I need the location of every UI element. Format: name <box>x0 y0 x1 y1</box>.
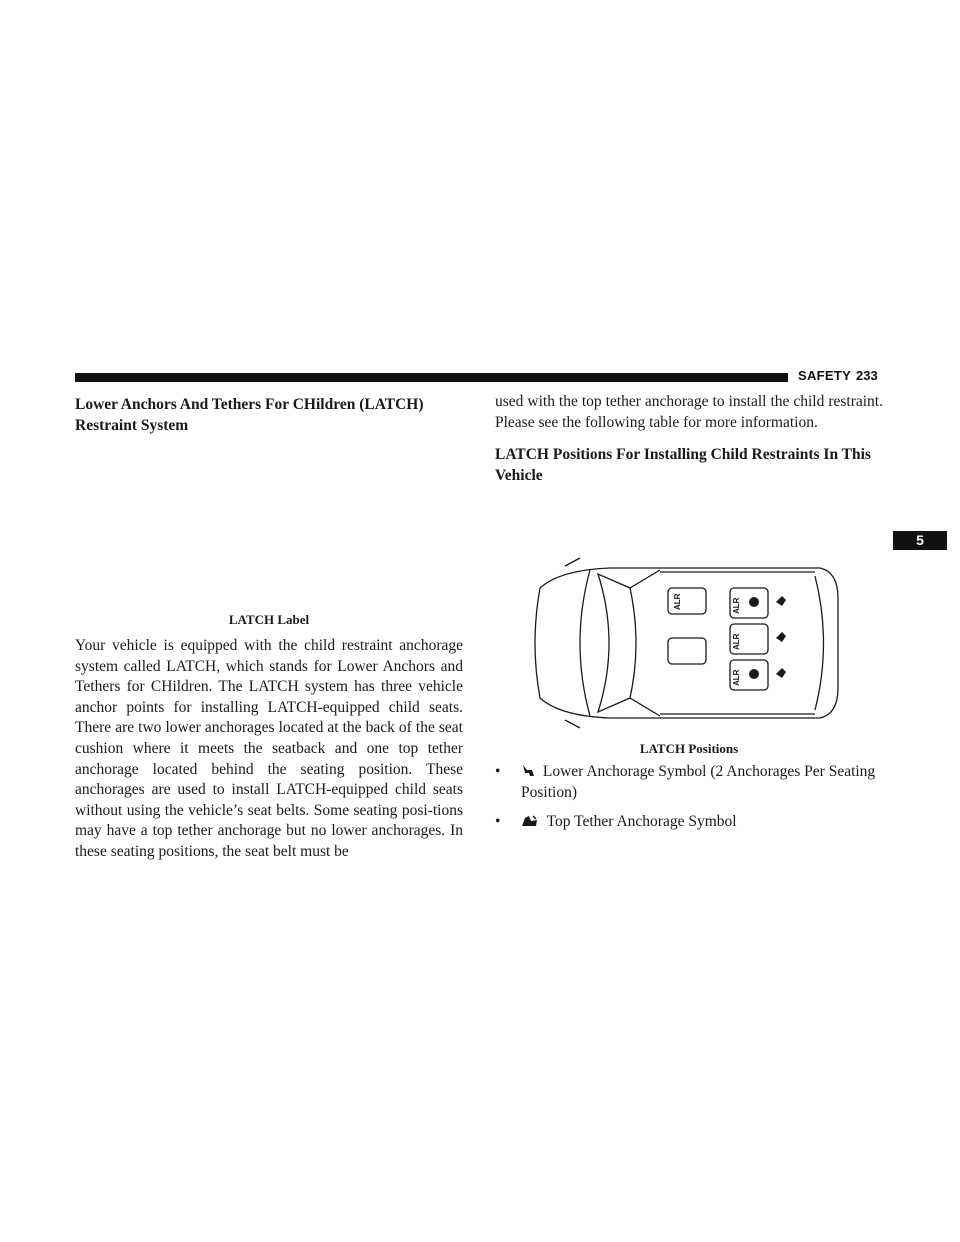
side-mirror-right <box>565 720 580 728</box>
latch-positions-caption-wrap <box>495 741 883 757</box>
top-tether-icon <box>776 632 786 642</box>
top-tether-icon <box>776 596 786 606</box>
latch-label-figure <box>75 436 463 612</box>
right-column <box>495 392 883 486</box>
top-tether-anchorage-symbol-icon <box>521 814 539 828</box>
chapter-tab: 5 <box>893 531 947 550</box>
section-title: SAFETY <box>798 368 852 383</box>
latch-heading: Lower Anchors And Tethers For CHildren (LATCH) Restraint System <box>75 396 424 434</box>
latch-positions-caption: LATCH Positions <box>639 741 739 756</box>
list-item <box>495 762 883 803</box>
latch-continued-paragraph: used with the top tether anchorage to install the child restraint. Please see the following table for more information. <box>495 393 883 431</box>
lower-anchorage-symbol-icon <box>521 764 535 778</box>
page-number: 233 <box>856 368 878 383</box>
latch-intro-paragraph: Your vehicle is equipped with the child restraint anchorage system called LATCH, which stands for Lower Anchors and Tethers for CHildren. The LATCH system has three vehicle anchor points for installing LATCH-equipped child seats. There are two lower anchorages located at the back of the seat cushion where it meets the seatback and one top tether anchorage located behind the seating position. These anchorages are used to install LATCH-equipped child seats without using the vehicle’s seat belts. Some seating posi-tions may have a top tether anchorage but no lower anchorages. In these seating positions, the seat belt must be <box>75 637 463 860</box>
seat-label-rear-right: ALR <box>732 669 741 686</box>
list-item <box>495 812 883 833</box>
bullet-dot: • <box>495 763 501 780</box>
latch-positions-heading: LATCH Positions For Installing Child Restraints In This Vehicle <box>495 446 871 485</box>
top-tether-text: Top Tether Anchorage Symbol <box>546 813 737 831</box>
latch-positions-diagram <box>520 548 850 738</box>
roof-panel-front-lower <box>668 638 706 664</box>
symbol-list <box>495 762 883 833</box>
side-mirror-left <box>565 558 580 566</box>
rear-gate-outline <box>815 576 824 710</box>
lower-anchor-icon <box>749 669 759 679</box>
seat-label-rear-center: ALR <box>732 633 741 650</box>
bullet-dot: • <box>495 813 501 831</box>
seat-label-rear-left: ALR <box>732 597 741 614</box>
symbol-list-wrap <box>495 762 883 842</box>
seat-label-front: ALR <box>673 593 682 610</box>
front-pillar-line <box>630 570 660 716</box>
lower-anchorage-text: Lower Anchorage Symbol (2 Anchorages Per Seating Position) <box>521 763 876 801</box>
hood-outline <box>580 570 590 716</box>
header-rule <box>75 373 788 382</box>
lower-anchor-icon <box>749 597 759 607</box>
left-column <box>75 394 463 863</box>
latch-label-caption: LATCH Label <box>228 612 310 627</box>
windshield-outline <box>598 574 636 712</box>
top-tether-icon <box>776 668 786 678</box>
